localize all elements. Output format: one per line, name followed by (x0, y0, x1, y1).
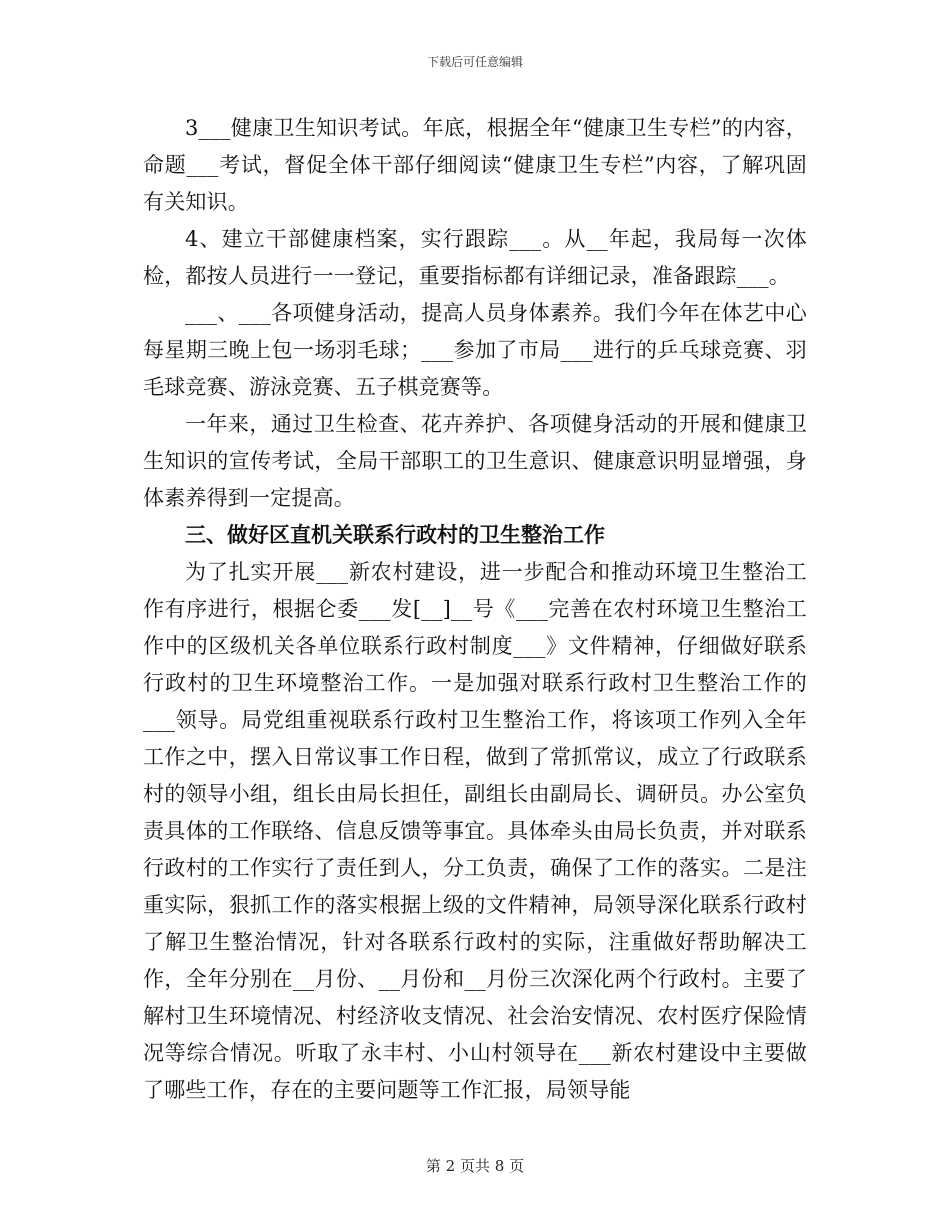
paragraph-health-records: 4、建立干部健康档案，实行跟踪___。从__年起，我局每一次体检，都按人员进行一一登记，重要指标都有详细记录，准备跟踪___。 (143, 227, 807, 288)
section-heading: 三、做好区直机关联系行政村的卫生整治工作 (185, 523, 605, 547)
paragraph-village-work: 为了扎实开展___新农村建设，进一步配合和推动环境卫生整治工作有序进行，根据仑委___发[__]__号《___完善在农村环境卫生整治工作中的区级机关各单位联系行政村制度___》文件精神，仔细做好联系行政村的卫生环境整治工作。一是加强对联系行政村卫生整治工作的___领导。局党组重视联系行政村卫生整治工作，将该项工作列入全年工作之中，摆入日常议事工作日程，做到了常抓常议，成立了行政联系村的领导小组，组长由局长担任，副组长由副局长、调研员。办公室负责具体的工作联络、信息反馈等事宜。具体牵头由局长负责，并对联系行政村的工作实行了责任到人，分工负责，确保了工作的落实。二是注重实际，狠抓工作的落实根据上级的文件精神，局领导深化联系行政村了解卫生整治情况，针对各联系行政村的实际，注重做好帮助解决工作，全年分别在__月份、__月份和__月份三次深化两个行政村。主要了解村卫生环境情况、村经济收支情况、社会治安情况、农村医疗保险情况等综合情况。听取了永丰村、小山村领导在___新农村建设中主要做了哪些工作，存在的主要问题等工作汇报，局领导能 (143, 560, 807, 1102)
page-header: 下载后可任意编辑 (426, 55, 523, 69)
page-footer: 第 2 页共 8 页 (425, 1157, 525, 1175)
paragraph-exam: 3___健康卫生知识考试。年底，根据全年“健康卫生专栏”的内容，命题___考试，督促全体干部仔细阅读“健康卫生专栏”内容，了解巩固有关知识。 (143, 116, 807, 214)
paragraph-fitness: ___、___各项健身活动，提高人员身体素养。我们今年在体艺中心每星期三晚上包一场羽毛球；___参加了市局___进行的乒乓球竞赛、羽毛球竞赛、游泳竞赛、五子棋竞赛等。 (143, 301, 807, 399)
paragraph-summary: 一年来，通过卫生检查、花卉养护、各项健身活动的开展和健康卫生知识的宣传考试，全局干部职工的卫生意识、健康意识明显增强，身体素养得到一定提高。 (143, 412, 807, 510)
document-body (143, 110, 807, 1109)
